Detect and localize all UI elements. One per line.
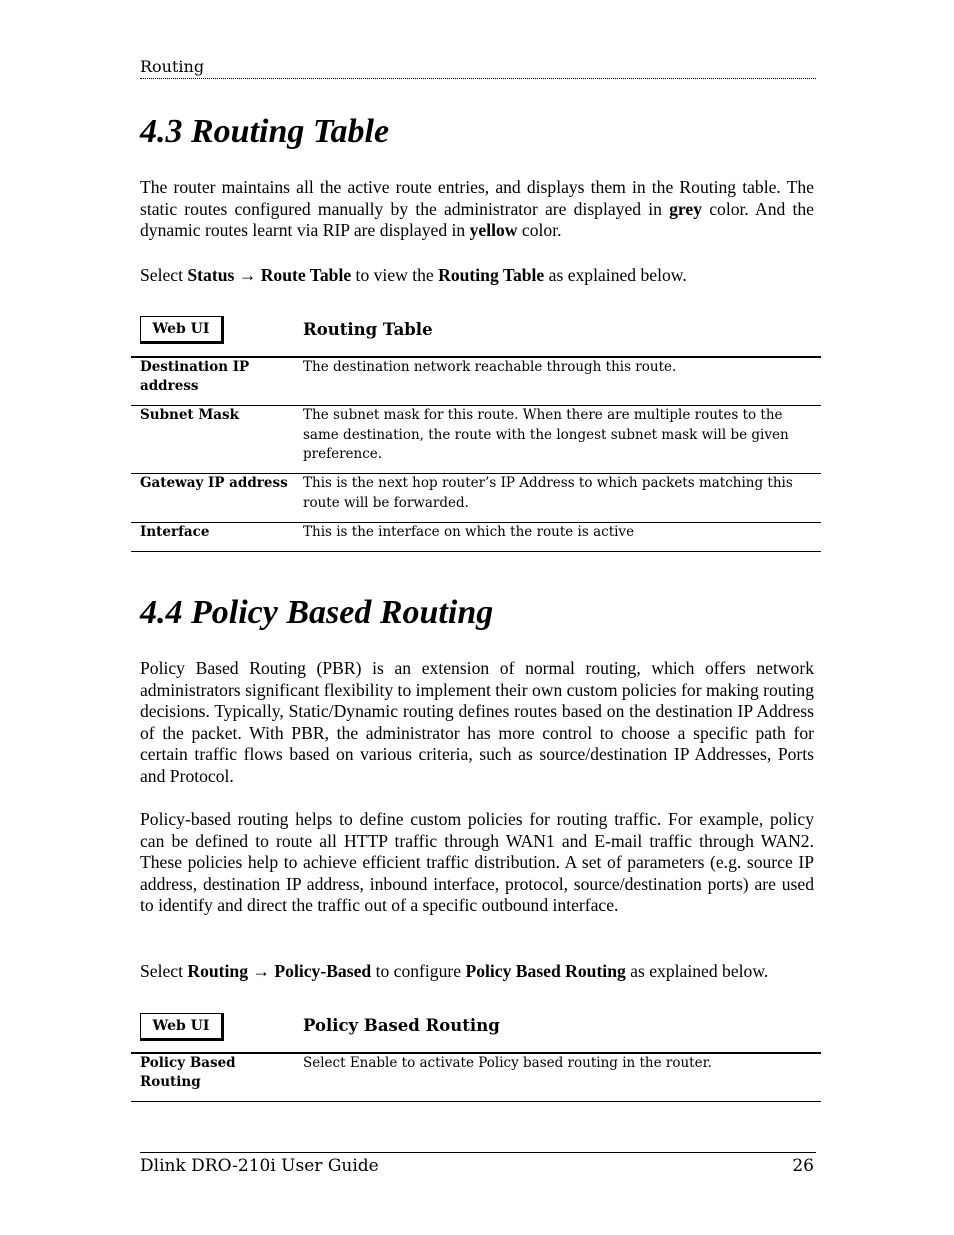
routing-table-intro: The router maintains all the active route entries, and displays them in the Routing table. The static routes configured manually by the administrator are displayed in grey color. And the dynamic routes learnt via RIP are displayed in yellow color.: [140, 177, 814, 240]
table-bottom-rule: [131, 551, 821, 552]
row-label-policy-based-routing: Policy Based Routing: [140, 1055, 236, 1090]
footer-page-number: 26: [792, 1156, 814, 1176]
row-label-gateway-ip: Gateway IP address: [140, 475, 288, 491]
web-ui-badge: Web UI: [140, 1013, 224, 1041]
row-desc-policy-based-routing: Select Enable to activate Policy based routing in the router.: [303, 1055, 712, 1071]
row-label-interface: Interface: [140, 524, 210, 540]
section-heading-routing-table: 4.3 Routing Table: [140, 113, 390, 150]
pbr-navigation: Select Routing → Policy-Based to configure Policy Based Routing as explained below.: [140, 961, 769, 981]
table-title-policy-based-routing: Policy Based Routing: [303, 1016, 500, 1035]
routing-table-navigation: Select Status → Route Table to view the Routing Table as explained below.: [140, 265, 687, 285]
row-label-destination-ip: Destination IP address: [140, 359, 250, 394]
row-desc-gateway-ip: This is the next hop router’s IP Address to which packets matching this route will be forwarded.: [303, 475, 793, 511]
web-ui-badge: Web UI: [140, 316, 224, 344]
footer-rule: [140, 1152, 816, 1153]
pbr-details-paragraph: Policy-based routing helps to define custom policies for routing traffic. For example, policy can be defined to route all HTTP traffic through WAN1 and E-mail traffic through WAN2. These policies help to achieve efficient traffic distribution. A set of parameters (e.g. source IP address, destination IP address, inbound interface, protocol, source/destination ports) are used to identify and direct the traffic out of a specific outbound interface.: [140, 809, 814, 915]
section-heading-policy-based-routing: 4.4 Policy Based Routing: [140, 594, 494, 631]
pbr-intro-paragraph: Policy Based Routing (PBR) is an extension of normal routing, which offers network administrators significant flexibility to implement their own custom policies for making routing decisions. Typically, Static/Dynamic routing defines routes based on the destination IP Address of the packet. With PBR, the administrator has more control to choose a specific path for certain traffic flows based on various criteria, such as source/destination IP Addresses, Ports and Protocol.: [140, 658, 814, 786]
row-desc-destination-ip: The destination network reachable through this route.: [303, 359, 677, 375]
row-desc-subnet-mask: The subnet mask for this route. When there are multiple routes to the same destination, the route with the longest subnet mask will be given preference.: [303, 407, 789, 462]
table-bottom-rule: [131, 1101, 821, 1102]
footer-guide-title: Dlink DRO-210i User Guide: [140, 1156, 379, 1176]
table-title-routing-table: Routing Table: [303, 320, 433, 339]
running-head: Routing: [140, 57, 816, 79]
row-label-subnet-mask: Subnet Mask: [140, 407, 239, 423]
row-desc-interface: This is the interface on which the route is active: [303, 524, 635, 540]
